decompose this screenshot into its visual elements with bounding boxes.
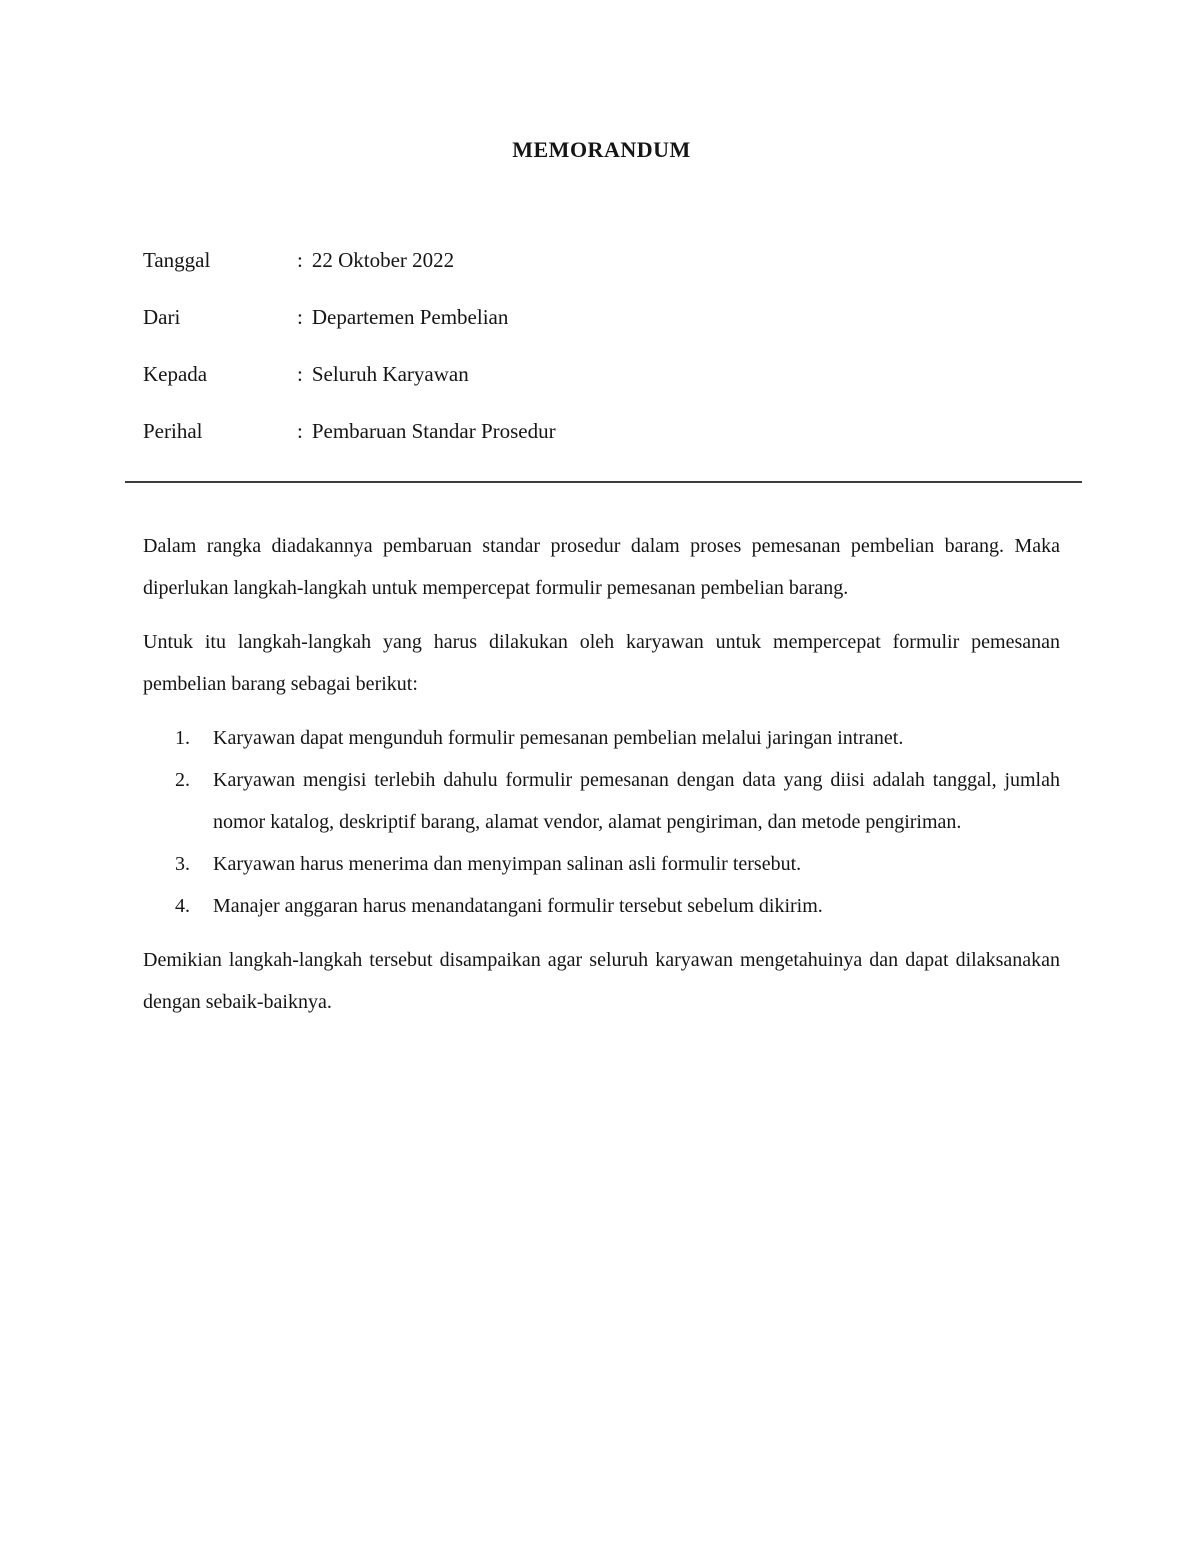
header-label-tanggal: Tanggal	[143, 248, 211, 272]
memo-title: MEMORANDUM	[512, 137, 691, 162]
header-label-dari: Dari	[143, 305, 181, 329]
memo-header-row-perihal	[143, 418, 1060, 444]
list-item-1	[143, 717, 1060, 759]
list-item-3	[143, 843, 1060, 885]
header-value-perihal: Pembaruan Standar Prosedur	[311, 419, 556, 443]
list-item-text: Karyawan dapat mengunduh formulir pemesanan pembelian melalui jaringan intranet.	[213, 727, 904, 749]
list-item-number: 3.	[175, 853, 190, 875]
header-colon: :	[297, 419, 303, 443]
list-item-number: 2.	[175, 769, 190, 791]
paragraph-closing: Demikian langkah-langkah tersebut disampaikan agar seluruh karyawan mengetahuinya dan dapat dilaksanakan dengan sebaik-baiknya.	[143, 949, 1060, 1013]
memo-header-row-kepada	[143, 361, 1060, 387]
steps-list	[143, 717, 1060, 927]
header-label-perihal: Perihal	[143, 419, 203, 443]
header-colon: :	[297, 362, 303, 386]
header-colon: :	[297, 248, 303, 272]
list-item-text: Manajer anggaran harus menandatangani formulir tersebut sebelum dikirim.	[213, 895, 823, 917]
header-value-dari: Departemen Pembelian	[311, 305, 509, 329]
header-divider	[125, 481, 1082, 483]
paragraph-intro: Dalam rangka diadakannya pembaruan standar prosedur dalam proses pemesanan pembelian barang. Maka diperlukan langkah-langkah untuk mempercepat formulir pemesanan pembelian barang.	[143, 535, 1060, 599]
list-item-text: Karyawan harus menerima dan menyimpan salinan asli formulir tersebut.	[213, 853, 802, 875]
list-item-text: Karyawan mengisi terlebih dahulu formulir pemesanan dengan data yang diisi adalah tanggal, jumlah nomor katalog, deskriptif barang, alamat vendor, alamat pengiriman, dan metode pengiriman.	[213, 769, 1060, 833]
memo-header-row-dari	[143, 304, 1060, 330]
memo-header-row-tanggal	[143, 247, 1060, 273]
header-label-kepada: Kepada	[143, 362, 208, 386]
header-value-kepada: Seluruh Karyawan	[311, 362, 469, 386]
memo-body	[143, 525, 1060, 1023]
list-item-number: 1.	[175, 727, 190, 749]
list-item-number: 4.	[175, 895, 190, 917]
header-colon: :	[297, 305, 303, 329]
list-item-2	[143, 759, 1060, 843]
paragraph-steps-intro: Untuk itu langkah-langkah yang harus dilakukan oleh karyawan untuk mempercepat formulir pemesanan pembelian barang sebagai berikut:	[143, 631, 1060, 695]
memo-header-block	[143, 247, 1060, 444]
list-item-4	[143, 885, 1060, 927]
header-value-tanggal: 22 Oktober 2022	[311, 248, 455, 272]
